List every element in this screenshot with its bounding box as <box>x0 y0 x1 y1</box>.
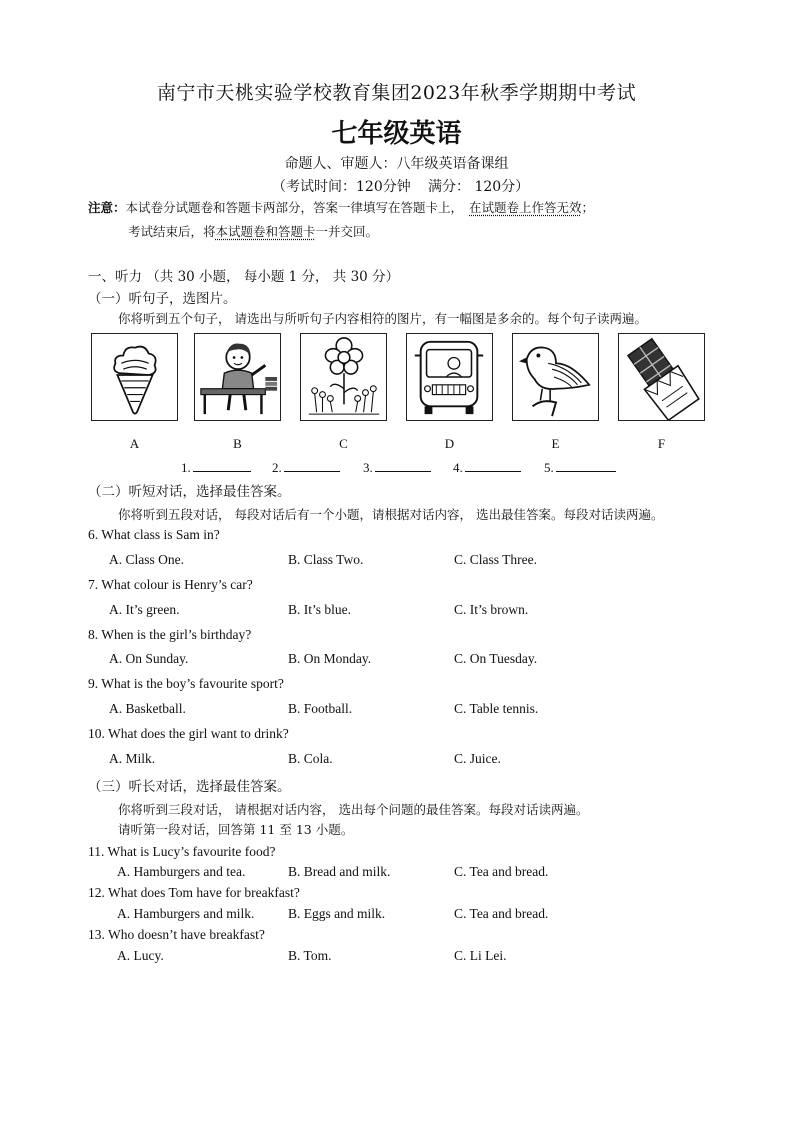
blank-line[interactable] <box>193 458 251 472</box>
answer-blank-2 <box>272 458 340 476</box>
q9-option-a[interactable]: A. Basketball. <box>109 701 186 716</box>
q10-option-c[interactable]: C. Juice. <box>454 751 501 766</box>
q10-option-b[interactable]: B. Cola. <box>288 751 333 766</box>
picture-e <box>512 333 599 421</box>
bird-icon <box>513 334 598 420</box>
blank-number: 1. <box>181 460 191 475</box>
notice-text-1b: 在试题卷上作答无效 <box>469 200 582 215</box>
section1-heading: （一）听句子，选图片。 <box>88 291 237 307</box>
q7-option-c[interactable]: C. It’s brown. <box>454 602 529 617</box>
question-6: 6. What class is Sam in? <box>88 527 220 542</box>
picture-label-f: F <box>657 436 666 451</box>
question-11: 11. What is Lucy’s favourite food? <box>88 844 276 859</box>
q6-option-a[interactable]: A. Class One. <box>109 552 184 567</box>
blank-number: 2. <box>272 460 282 475</box>
q8-option-b[interactable]: B. On Monday. <box>288 651 372 666</box>
question-10: 10. What does the girl want to drink? <box>88 726 289 741</box>
picture-label-b: B <box>233 436 242 451</box>
picture-a <box>91 333 178 421</box>
section3-sub-instruction: 请听第一段对话，回答第 11 至 13 小题。 <box>118 822 354 837</box>
q12-option-b[interactable]: B. Eggs and milk. <box>288 906 386 921</box>
question-13: 13. Who doesn’t have breakfast? <box>88 927 265 942</box>
answer-blank-3 <box>363 458 431 476</box>
blank-number: 5. <box>544 460 554 475</box>
ice-cream-icon <box>92 334 177 420</box>
part1-heading: 一、听力 （共 30 小题， 每小题 1 分， 共 30 分） <box>88 269 400 285</box>
q6-option-c[interactable]: C. Class Three. <box>454 552 537 567</box>
q11-option-a[interactable]: A. Hamburgers and tea. <box>117 864 246 879</box>
question-7: 7. What colour is Henry’s car? <box>88 577 253 592</box>
blank-number: 4. <box>453 460 463 475</box>
section3-heading: （三）听长对话，选择最佳答案。 <box>88 779 291 795</box>
notice-text-2c: 一并交回。 <box>315 224 379 239</box>
q12-option-c[interactable]: C. Tea and bread. <box>454 906 549 921</box>
q11-option-b[interactable]: B. Bread and milk. <box>288 864 391 879</box>
q13-option-c[interactable]: C. Li Lei. <box>454 948 507 963</box>
picture-label-e: E <box>551 436 560 451</box>
blank-number: 3. <box>363 460 373 475</box>
bus-icon <box>407 334 492 420</box>
picture-label-d: D <box>444 436 455 451</box>
question-12: 12. What does Tom have for breakfast? <box>88 885 300 900</box>
subject-title: 七年级英语 <box>331 119 462 149</box>
answer-blank-1 <box>181 458 251 476</box>
q12-option-a[interactable]: A. Hamburgers and milk. <box>117 906 255 921</box>
full-score: 满分： 120分） <box>428 179 530 195</box>
section2-heading: （二）听短对话，选择最佳答案。 <box>88 484 291 500</box>
picture-b <box>194 333 281 421</box>
q10-option-a[interactable]: A. Milk. <box>109 751 156 766</box>
picture-d <box>406 333 493 421</box>
q13-option-b[interactable]: B. Tom. <box>288 948 332 963</box>
q8-option-c[interactable]: C. On Tuesday. <box>454 651 538 666</box>
q7-option-a[interactable]: A. It’s green. <box>109 602 180 617</box>
q6-option-b[interactable]: B. Class Two. <box>288 552 364 567</box>
section2-instruction: 你将听到五段对话， 每段对话后有一个小题，请根据对话内容， 选出最佳答案。每段对话读两遍。 <box>118 507 664 522</box>
blank-line[interactable] <box>284 458 340 472</box>
section3-instruction: 你将听到三段对话， 请根据对话内容， 选出每个问题的最佳答案。每段对话读两遍。 <box>118 802 589 817</box>
answer-blank-4 <box>453 458 521 476</box>
section1-instruction: 你将听到五个句子， 请选出与所听句子内容相符的图片，有一幅图是多余的。每个句子读两遍。 <box>118 311 647 326</box>
notice-text-1a: 本试卷分试题卷和答题卡两部分，答案一律填写在答题卡上， <box>125 200 464 215</box>
picture-c <box>300 333 387 421</box>
school-exam-title: 南宁市天桃实验学校教育集团2023年秋季学期期中考试 <box>156 82 637 104</box>
boy-at-desk-icon <box>195 334 280 420</box>
flowers-icon <box>301 334 386 420</box>
notice-label: 注意： <box>88 200 126 215</box>
notice-text-1-end: ； <box>581 200 595 215</box>
q9-option-c[interactable]: C. Table tennis. <box>454 701 539 716</box>
notice-text-2b: 本试题卷和答题卡 <box>215 224 316 239</box>
notice-line-1 <box>88 198 594 216</box>
q13-option-a[interactable]: A. Lucy. <box>117 948 164 963</box>
chocolate-icon <box>619 334 704 420</box>
blank-line[interactable] <box>556 458 616 472</box>
q7-option-b[interactable]: B. It’s blue. <box>288 602 351 617</box>
picture-f <box>618 333 705 421</box>
authors-line: 命题人、审题人：八年级英语备课组 <box>284 156 509 172</box>
notice-text-2a: 考试结束后，将 <box>128 224 216 239</box>
question-8: 8. When is the girl’s birthday? <box>88 627 252 642</box>
picture-label-c: C <box>339 436 348 451</box>
question-9: 9. What is the boy’s favourite sport? <box>88 676 284 691</box>
exam-time: （考试时间：120分钟 <box>272 179 411 195</box>
q8-option-a[interactable]: A. On Sunday. <box>109 651 189 666</box>
notice-line-2 <box>128 222 378 240</box>
blank-line[interactable] <box>465 458 521 472</box>
q9-option-b[interactable]: B. Football. <box>288 701 353 716</box>
picture-label-a: A <box>129 436 140 451</box>
answer-blank-5 <box>544 458 616 476</box>
blank-line[interactable] <box>375 458 431 472</box>
q11-option-c[interactable]: C. Tea and bread. <box>454 864 549 879</box>
